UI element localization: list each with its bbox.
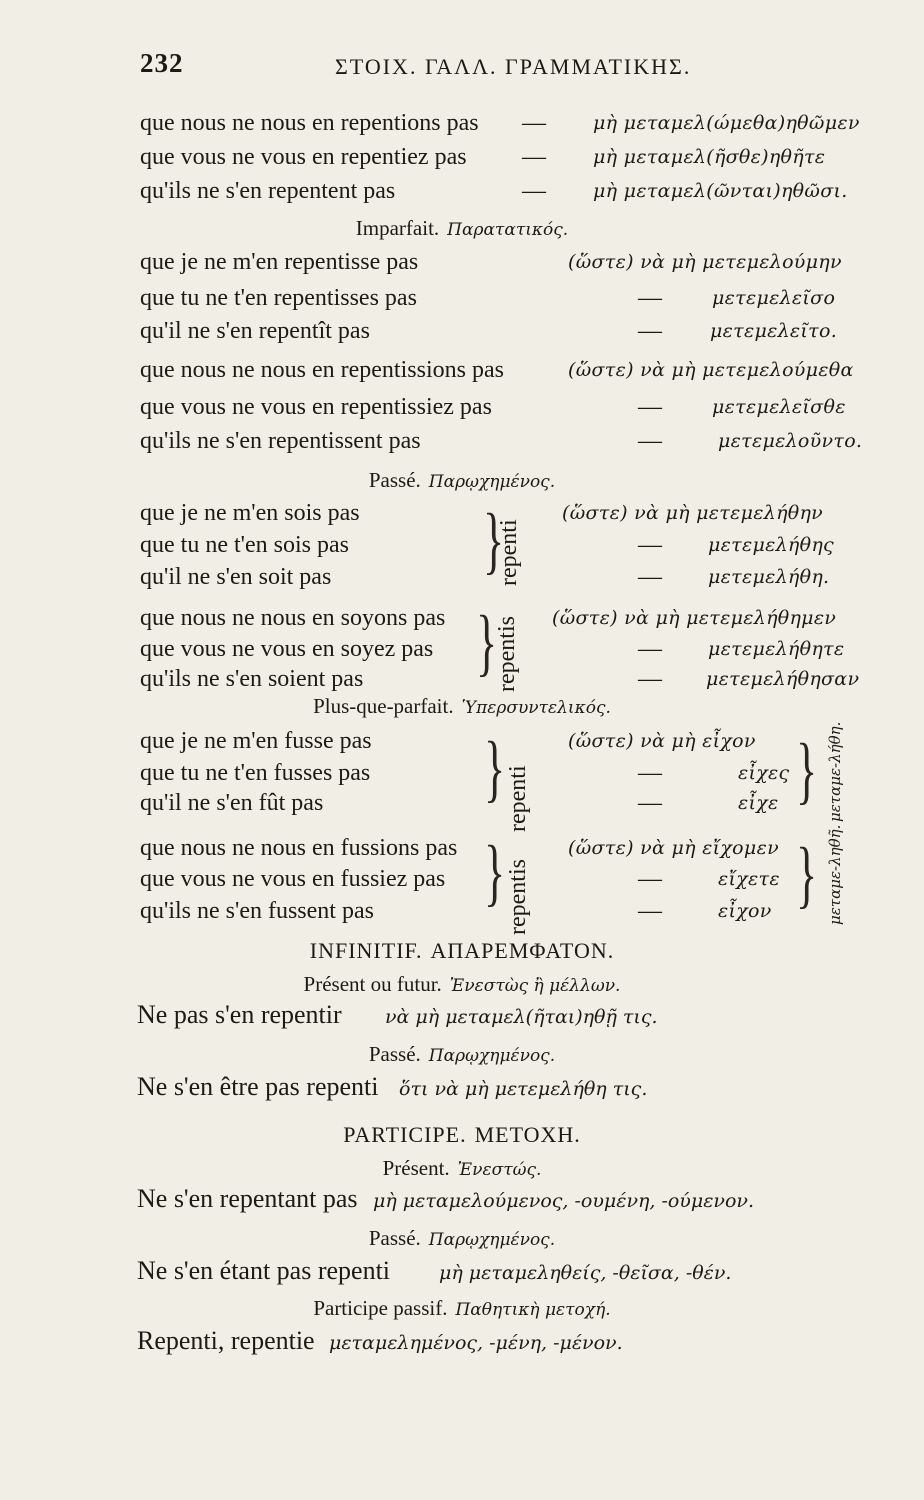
dash: —	[638, 564, 662, 590]
french-form: Ne s'en être pas repenti	[137, 1072, 379, 1101]
dash: —	[522, 144, 546, 170]
greek-form: μεταμελημένος, -μένη, -μένον.	[329, 1332, 623, 1354]
dash: —	[638, 760, 662, 786]
dash: —	[638, 790, 662, 816]
participle-passif-row	[137, 1324, 623, 1358]
subheading-passe	[0, 1226, 924, 1251]
greek-form: ὅτι νὰ μὴ μετεμελήθη τις.	[399, 1078, 648, 1100]
dash: —	[638, 636, 662, 662]
subheading-present	[0, 1156, 924, 1181]
brace-label-repentis: repentis	[505, 859, 531, 935]
dash: —	[638, 532, 662, 558]
dash: —	[638, 318, 662, 344]
french-form: que vous ne vous en repentiez pas	[140, 144, 467, 170]
french-form: Ne s'en étant pas repenti	[137, 1256, 391, 1285]
heading-fr: Imparfait.	[355, 216, 440, 240]
heading-fr: Passé.	[368, 1042, 421, 1066]
greek-form: μετεμελεῖτο.	[710, 320, 838, 342]
page-number: 232	[140, 48, 184, 78]
subheading-present	[0, 972, 924, 997]
greek-form: μετεμελήθης	[708, 534, 834, 556]
heading-gr: ΑΠΑΡΕΜΦΑΤΟΝ.	[430, 938, 615, 963]
french-form: qu'il ne s'en fût pas	[140, 790, 324, 816]
heading-gr: Παρῳχημένος.	[428, 1046, 556, 1066]
french-form: que vous ne vous en soyez pas	[140, 636, 434, 662]
conjugation-row	[140, 426, 863, 457]
french-form: que tu ne t'en fusses pas	[140, 760, 371, 786]
greek-form: (ὥστε) νὰ μὴ εἶχον	[568, 730, 756, 752]
french-form: Repenti, repentie	[137, 1326, 315, 1355]
french-form: que nous ne nous en fussions pas	[140, 835, 458, 861]
heading-gr: Ὑπερσυντελικός.	[461, 698, 611, 718]
greek-form: μὴ μεταμελ(ώμεθα)ηθῶμεν	[593, 112, 860, 134]
dash: —	[522, 178, 546, 204]
french-form: que tu ne t'en repentisses pas	[140, 285, 417, 311]
greek-form: (ὥστε) νὰ μὴ εἴχομεν	[568, 837, 779, 859]
infinitive-present-row	[137, 998, 658, 1032]
heading-fr: Présent ou futur.	[303, 972, 442, 996]
greek-form: μετεμελοῦντο.	[718, 430, 863, 452]
dash: —	[638, 285, 662, 311]
conjugation-row	[140, 176, 860, 207]
conjugation-row	[140, 355, 860, 386]
heading-fr: Passé.	[368, 468, 421, 492]
french-form: qu'il ne s'en soit pas	[140, 564, 332, 590]
greek-form: (ὥστε) νὰ μὴ μετεμελούμην	[568, 251, 842, 273]
conjugation-row	[140, 316, 860, 347]
running-title: ΣΤΟΙΧ. ΓΑΛΛ. ΓΡΑΜΜΑΤΙΚΗΣ.	[335, 54, 692, 79]
heading-fr: INFINITIF.	[309, 938, 423, 963]
heading-gr: Παρῳχημένος.	[428, 1230, 556, 1250]
greek-form: μὴ μεταμελ(ῶνται)ηθῶσι.	[593, 180, 848, 202]
participle-passe-row	[137, 1254, 732, 1288]
heading-fr: Présent.	[382, 1156, 450, 1180]
greek-form: εἶχον	[718, 900, 772, 922]
right-brace: }	[484, 726, 506, 811]
right-brace: }	[483, 498, 505, 583]
side-note-greek: μεταμε-λήθη.	[826, 721, 844, 822]
heading-fr: Plus-que-parfait.	[313, 694, 454, 718]
subheading-participe-passif	[0, 1296, 924, 1321]
brace-label-repenti: repenti	[496, 519, 522, 586]
heading-fr: Passé.	[368, 1226, 421, 1250]
greek-form: (ὥστε) νὰ μὴ μετεμελήθην	[562, 502, 824, 524]
conjugation-row	[140, 247, 860, 278]
greek-form: μὴ μεταμεληθείς, -θεῖσα, -θέν.	[439, 1262, 732, 1284]
dash: —	[638, 394, 662, 420]
french-form: qu'ils ne s'en fussent pas	[140, 898, 374, 924]
greek-form: εἶχες	[738, 762, 790, 784]
french-form: que tu ne t'en sois pas	[140, 532, 349, 558]
dash: —	[638, 898, 662, 924]
section-heading-plusqueparfait	[0, 694, 924, 719]
section-heading-infinitif	[0, 938, 924, 964]
right-brace: }	[796, 728, 818, 813]
heading-fr: Participe passif.	[313, 1296, 448, 1320]
right-brace: }	[796, 832, 818, 917]
greek-form: εἴχετε	[718, 868, 780, 890]
greek-form: νὰ μὴ μεταμελ(ῆται)ηθῇ τις.	[385, 1006, 658, 1028]
greek-form: μετεμελήθησαν	[706, 668, 860, 690]
conjugation-row	[140, 108, 860, 139]
french-form: que nous ne nous en soyons pas	[140, 605, 446, 631]
heading-gr: Ἐνεστὼς ἢ μέλλων.	[449, 976, 621, 996]
conjugation-row	[140, 283, 860, 314]
heading-gr: Παρῳχημένος.	[428, 472, 556, 492]
greek-form: μὴ μεταμελούμενος, -ουμένη, -ούμενον.	[373, 1190, 754, 1212]
greek-form: μετεμελεῖσθε	[712, 396, 846, 418]
heading-gr: Παθητικὴ μετοχή.	[455, 1300, 611, 1320]
french-form: que nous ne nous en repentissions pas	[140, 357, 504, 383]
heading-gr: Ἐνεστώς.	[457, 1160, 542, 1180]
french-form: qu'ils ne s'en repentent pas	[140, 178, 396, 204]
heading-fr: PARTICIPE.	[343, 1122, 467, 1147]
french-form: que vous ne vous en repentissiez pas	[140, 394, 492, 420]
infinitive-passe-row	[137, 1070, 648, 1104]
greek-form: μετεμελεῖσο	[712, 287, 836, 309]
greek-form: (ὥστε) νὰ μὴ μετεμελήθημεν	[552, 607, 837, 629]
french-form: qu'il ne s'en repentît pas	[140, 318, 370, 344]
subheading-passe	[0, 1042, 924, 1067]
side-note-greek: μεταμε-ληθῆ.	[826, 824, 844, 925]
dash: —	[522, 110, 546, 136]
greek-form: μετεμελήθη.	[708, 566, 830, 588]
french-form: Ne s'en repentant pas	[137, 1184, 358, 1213]
french-form: que je ne m'en sois pas	[140, 500, 360, 526]
french-form: que nous ne nous en repentions pas	[140, 110, 479, 136]
section-heading-imparfait	[0, 216, 924, 241]
greek-form: μετεμελήθητε	[708, 638, 845, 660]
right-brace: }	[476, 600, 498, 685]
section-heading-passe	[0, 468, 924, 493]
participle-present-row	[137, 1182, 754, 1216]
heading-gr: ΜΕΤΟΧΗ.	[474, 1122, 581, 1147]
conjugation-row	[140, 392, 860, 423]
french-form: que je ne m'en repentisse pas	[140, 249, 419, 275]
dash: —	[638, 428, 662, 454]
greek-form: (ὥστε) νὰ μὴ μετεμελούμεθα	[568, 359, 854, 381]
french-form: qu'ils ne s'en repentissent pas	[140, 428, 421, 454]
dash: —	[638, 866, 662, 892]
greek-form: εἶχε	[738, 792, 779, 814]
running-head	[140, 48, 860, 88]
section-heading-participe	[0, 1122, 924, 1148]
french-form: que je ne m'en fusse pas	[140, 728, 372, 754]
right-brace: }	[484, 830, 506, 915]
french-form: que vous ne vous en fussiez pas	[140, 866, 446, 892]
french-form: qu'ils ne s'en soient pas	[140, 666, 364, 692]
brace-label-repenti: repenti	[505, 765, 531, 832]
heading-gr: Παρατατικός.	[447, 220, 569, 240]
greek-form: μὴ μεταμελ(ῆσθε)ηθῆτε	[593, 146, 826, 168]
conjugation-row	[140, 142, 860, 173]
brace-label-repentis: repentis	[494, 616, 520, 692]
french-form: Ne pas s'en repentir	[137, 1000, 342, 1029]
dash: —	[638, 666, 662, 692]
